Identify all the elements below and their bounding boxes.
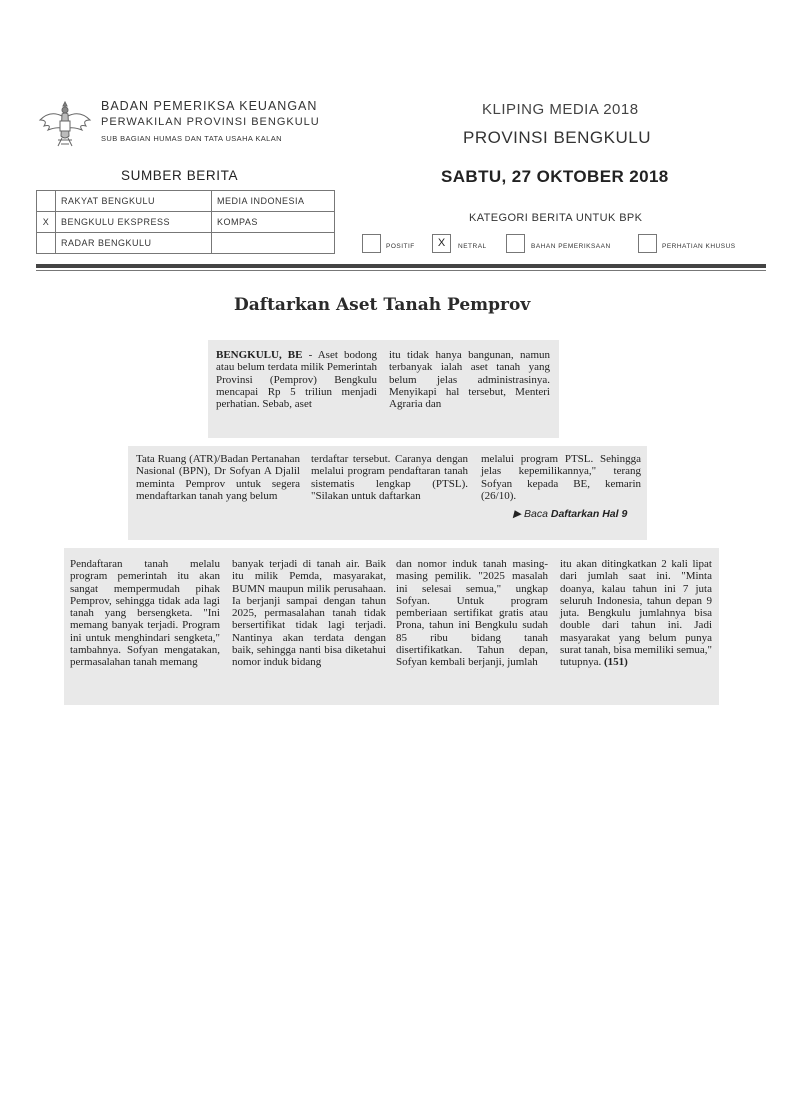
source-name: RADAR BENGKULU bbox=[56, 233, 212, 254]
article-paragraph: - Aset bodong atau belum terdata milik Pemerintah Provinsi (Pemprov) Bengkulu mencapai Rp 5 triliun menjadi perhatian. Sebab, aset bbox=[216, 349, 377, 411]
continue-prefix: Baca bbox=[524, 508, 548, 520]
category-label-netral: NETRAL bbox=[458, 243, 487, 250]
sources-title: SUMBER BERITA bbox=[121, 168, 239, 183]
clipping-date: SABTU, 27 OKTOBER 2018 bbox=[441, 167, 669, 186]
header-divider bbox=[36, 264, 766, 268]
author-code: (151) bbox=[604, 656, 628, 669]
source-mark bbox=[37, 191, 56, 212]
source-name: BENGKULU EKSPRESS bbox=[56, 212, 212, 233]
source-mark: X bbox=[37, 212, 56, 233]
category-checkbox-netral[interactable]: X bbox=[432, 234, 451, 253]
garuda-emblem-icon bbox=[36, 96, 94, 154]
source-name: MEDIA INDONESIA bbox=[212, 191, 335, 212]
continue-arrow-icon: ▶ bbox=[513, 508, 522, 520]
article-clip3-col1: Pendaftaran tanah melalu program pemerintah itu akan sangat mempermudah pihak Pemprov, sehingga tidak ada lagi tanah yang bersengketa. "Ini memang banyak terjadi. Program ini untuk menghindari sengketa," tambahnya. Sofyan mengatakan, permasalahan tanah memang bbox=[70, 558, 220, 669]
province-title: PROVINSI BENGKULU bbox=[463, 128, 651, 147]
article-clip1-col2: itu tidak hanya bangunan, namun terbanyak ialah aset tanah yang belum jelas administrasinya. Menyikapi hal tersebut, Menteri Agraria dan bbox=[389, 349, 550, 411]
category-checkbox-perhatian[interactable] bbox=[638, 234, 657, 253]
continue-reference bbox=[513, 508, 627, 520]
category-label-positif: POSITIF bbox=[386, 243, 415, 250]
source-row bbox=[37, 191, 335, 212]
category-checkbox-bahan[interactable] bbox=[506, 234, 525, 253]
category-heading: KATEGORI BERITA UNTUK BPK bbox=[469, 212, 643, 224]
article-dateline: BENGKULU, BE bbox=[216, 349, 303, 361]
source-row bbox=[37, 212, 335, 233]
source-name: KOMPAS bbox=[212, 212, 335, 233]
org-name: BADAN PEMERIKSA KEUANGAN bbox=[101, 99, 318, 113]
header-divider-thin bbox=[36, 270, 766, 271]
org-branch: PERWAKILAN PROVINSI BENGKULU bbox=[101, 116, 320, 128]
article-clip2-col3: melalui program PTSL. Sehingga jelas kepemilikannya," terang Sofyan kepada BE, kemarin (26/10). bbox=[481, 453, 641, 502]
article-headline: Daftarkan Aset Tanah Pemprov bbox=[234, 295, 531, 315]
article-clip3-col4 bbox=[560, 558, 712, 669]
article-clip2-col1: Tata Ruang (ATR)/Badan Pertanahan Nasional (BPN), Dr Sofyan A Djalil meminta Pemprov untuk segera mendaftarkan tanah yang belum bbox=[136, 453, 300, 502]
article-paragraph: itu akan ditingkatkan 2 kali lipat dari jumlah saat ini. "Minta doanya, kalau tahun ini 7 juta seluruh Indonesia, tahun depan 9 juta. Bengkulu jumlahnya bisa double dari tahun ini. Jadi masyarakat yang belum punya surat tanah, bisa memiliki semua," tutupnya. bbox=[560, 558, 712, 669]
sources-table bbox=[36, 190, 335, 254]
continue-ref: Daftarkan bbox=[550, 508, 600, 520]
source-name bbox=[212, 233, 335, 254]
continue-page: Hal 9 bbox=[602, 508, 628, 520]
source-row bbox=[37, 233, 335, 254]
category-checkbox-positif[interactable] bbox=[362, 234, 381, 253]
category-label-bahan: BAHAN PEMERIKSAAN bbox=[531, 243, 611, 250]
article-clip3-col2: banyak terjadi di tanah air. Baik itu milik Pemda, masyarakat, BUMN maupun milik perusahaan. Ia berjanji sampai dengan tahun 2025, permasalahan tanah tidak bersertifikat tidak lagi terjadi. Nantinya akan terdata dengan baik, sehingga nanti bisa diketahui nomor induk bidang bbox=[232, 558, 386, 669]
article-clip3-col3: dan nomor induk tanah masing-masing pemilik. "2025 masalah ini selesai semua," ungkap Sofyan. Untuk program pemberiaan sertifikat gratis atau Prona, tahun ini Bengkulu sudah 85 ribu bidang tanah disertifikatkan. Tahun depan, Sofyan kembali berjanji, jumlah bbox=[396, 558, 548, 669]
kliping-title: KLIPING MEDIA 2018 bbox=[482, 101, 639, 118]
article-clip2-col2: terdaftar tersebut. Caranya dengan melalui program pendaftaran tanah sistematis lengkap (PTSL). "Silakan untuk daftarkan bbox=[311, 453, 468, 502]
category-label-perhatian: PERHATIAN KHUSUS bbox=[662, 243, 736, 250]
source-mark bbox=[37, 233, 56, 254]
article-clip1-col1 bbox=[216, 349, 377, 410]
org-subdivision: SUB BAGIAN HUMAS DAN TATA USAHA KALAN bbox=[101, 134, 282, 143]
source-name: RAKYAT BENGKULU bbox=[56, 191, 212, 212]
